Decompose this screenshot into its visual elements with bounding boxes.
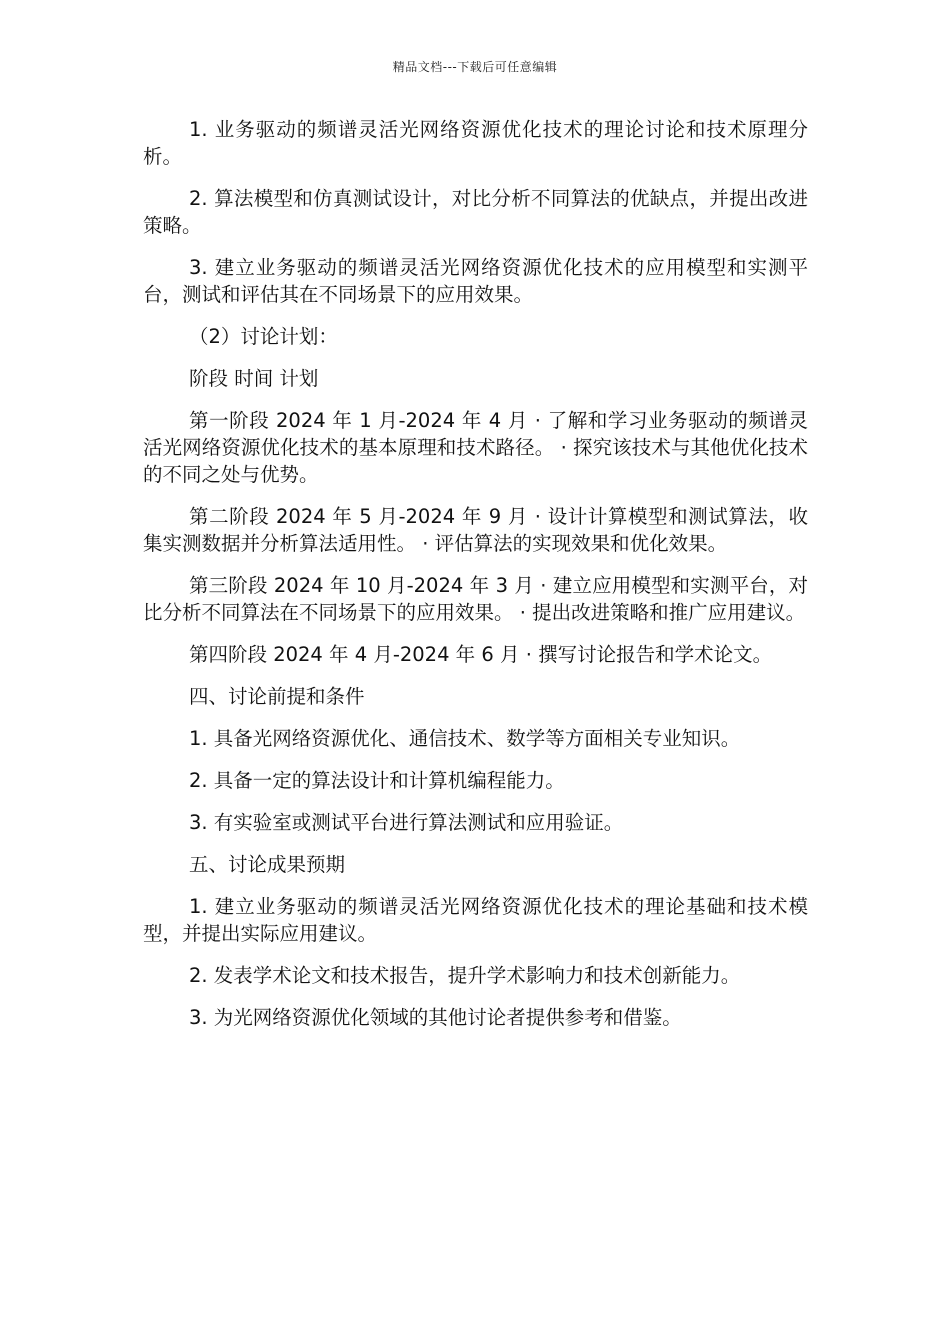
condition-item-1: 1. 具备光网络资源优化、通信技术、数学等方面相关专业知识。 <box>189 727 741 750</box>
page-header: 精品文档---下载后可任意编辑 <box>392 60 558 74</box>
plan-stage-3: 第三阶段 2024 年 10 月-2024 年 3 月 · 建立应用模型和实测平台，对比分析不同算法在不同场景下的应用效果。 · 提出改进策略和推广应用建议。 <box>143 574 808 624</box>
document-body <box>143 116 808 1046</box>
objective-item-1: 1. 业务驱动的频谱灵活光网络资源优化技术的理论讨论和技术原理分析。 <box>143 118 808 168</box>
section-heading-conditions: 四、讨论前提和条件 <box>189 685 365 708</box>
plan-table-header: 阶段 时间 计划 <box>189 367 319 390</box>
outcome-item-3: 3. 为光网络资源优化领域的其他讨论者提供参考和借鉴。 <box>189 1006 682 1029</box>
plan-stage-4: 第四阶段 2024 年 4 月-2024 年 6 月 · 撰写讨论报告和学术论文。 <box>189 643 773 666</box>
condition-item-2: 2. 具备一定的算法设计和计算机编程能力。 <box>189 769 565 792</box>
outcome-item-2: 2. 发表学术论文和技术报告，提升学术影响力和技术创新能力。 <box>189 964 741 987</box>
section-heading-plan: （2）讨论计划： <box>189 325 338 348</box>
outcome-item-1: 1. 建立业务驱动的频谱灵活光网络资源优化技术的理论基础和技术模型，并提出实际应用建议。 <box>143 895 808 945</box>
objective-item-2: 2. 算法模型和仿真测试设计，对比分析不同算法的优缺点，并提出改进策略。 <box>143 187 808 237</box>
plan-stage-2: 第二阶段 2024 年 5 月-2024 年 9 月 · 设计计算模型和测试算法，收集实测数据并分析算法适用性。 · 评估算法的实现效果和优化效果。 <box>143 505 808 555</box>
section-heading-outcomes: 五、讨论成果预期 <box>189 853 346 876</box>
objective-item-3: 3. 建立业务驱动的频谱灵活光网络资源优化技术的应用模型和实测平台，测试和评估其在不同场景下的应用效果。 <box>143 256 808 306</box>
condition-item-3: 3. 有实验室或测试平台进行算法测试和应用验证。 <box>189 811 624 834</box>
plan-stage-1: 第一阶段 2024 年 1 月-2024 年 4 月 · 了解和学习业务驱动的频谱灵活光网络资源优化技术的基本原理和技术路径。 · 探究该技术与其他优化技术的不同之处与优势。 <box>143 409 808 486</box>
